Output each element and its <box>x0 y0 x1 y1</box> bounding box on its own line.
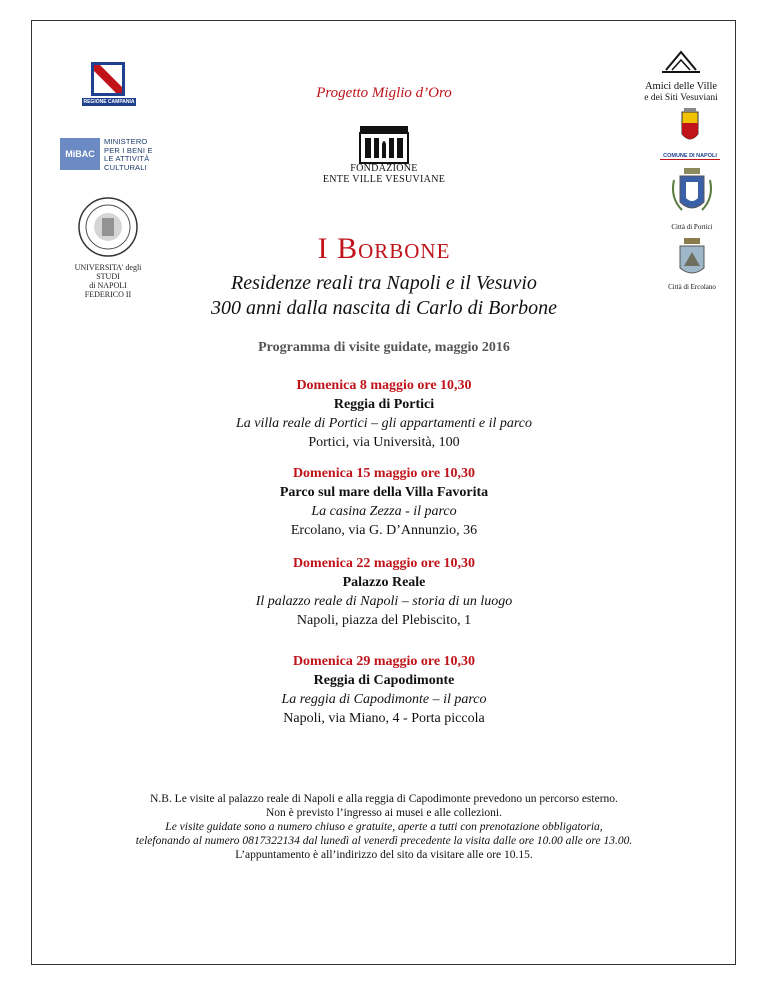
fondazione-building-logo <box>358 124 410 164</box>
subtitle-line2: 300 anni dalla nascita di Carlo di Borbone <box>210 297 558 319</box>
napoli-shield-icon <box>660 108 720 148</box>
event-place: Palazzo Reale <box>342 575 426 590</box>
booking-line: telefonando al numero 0817322134 dal lunedì al venerdì precedente la visita dalle ore 10.00 alle ore 13.00. <box>135 835 633 847</box>
event-address: Napoli, piazza del Plebiscito, 1 <box>296 613 472 628</box>
comune-napoli-logo <box>660 108 720 160</box>
event-address: Ercolano, via G. D’Annunzio, 36 <box>290 523 478 538</box>
event-block <box>0 652 768 728</box>
event-block <box>0 376 768 452</box>
nb-note <box>0 792 768 820</box>
mibac-line: PER I BENI E <box>104 145 153 155</box>
universita-line: UNIVERSITA' degli STUDI <box>74 263 142 281</box>
mibac-line: LE ATTIVITÀ <box>104 154 150 163</box>
nb-line: N.B. Le visite al palazzo reale di Napoli e alla reggia di Capodimonte prevedono un percorso esterno. <box>150 793 618 805</box>
fondazione-line2: ENTE VILLE VESUVIANE <box>322 174 446 185</box>
booking-info <box>0 820 768 862</box>
comune-napoli-label: COMUNE DI NAPOLI <box>660 153 720 160</box>
amici-ville-line2: e dei Siti Vesuviani <box>644 93 718 103</box>
citta-portici-logo <box>662 168 722 230</box>
citta-portici-label: Città di Portici <box>671 223 713 231</box>
fondazione-label <box>0 163 768 185</box>
event-place: Reggia di Portici <box>333 397 435 412</box>
booking-line: Le visite guidate sono a numero chiuso e gratuite, aperte a tutti con prenotazione obbligatoria, <box>165 821 603 833</box>
portici-coat-of-arms-icon <box>662 168 722 218</box>
event-date: Domenica 22 maggio ore 10,30 <box>292 556 476 571</box>
citta-ercolano-label: Città di Ercolano <box>668 283 716 291</box>
event-address: Portici, via Università, 100 <box>308 435 460 450</box>
villa-building-icon <box>358 124 410 164</box>
project-title: Progetto Miglio d’Oro <box>316 85 452 101</box>
event-place: Parco sul mare della Villa Favorita <box>279 485 489 500</box>
amici-ville-line1: Amici delle Ville <box>644 81 718 92</box>
nb-line: Non è previsto l’ingresso ai musei e alle collezioni. <box>265 807 502 819</box>
main-title: I Borbone <box>317 232 451 265</box>
event-date: Domenica 29 maggio ore 10,30 <box>292 654 476 669</box>
event-description: La villa reale di Portici – gli appartamenti e il parco <box>235 416 533 431</box>
subtitle <box>0 271 768 321</box>
amici-ville-logo <box>626 42 736 102</box>
event-block <box>0 554 768 630</box>
event-date: Domenica 8 maggio ore 10,30 <box>296 378 472 393</box>
mibac-line: CULTURALI <box>104 162 147 172</box>
mibac-line: MINISTERO <box>104 137 148 146</box>
event-block <box>0 464 768 540</box>
event-description: La casina Zezza - il parco <box>311 504 457 519</box>
regione-campania-label: REGIONE CAMPANIA <box>83 99 135 105</box>
fondazione-line1: FONDAZIONE <box>350 163 418 174</box>
amici-ville-emblem <box>626 42 736 76</box>
mibac-mark: MiBAC <box>60 138 100 170</box>
event-place: Reggia di Capodimonte <box>313 673 455 688</box>
subtitle-line1: Residenze reali tra Napoli e il Vesuvio <box>231 272 537 294</box>
event-address: Napoli, via Miano, 4 - Porta piccola <box>283 711 485 726</box>
universita-line: FEDERICO II <box>84 290 132 299</box>
event-date: Domenica 15 maggio ore 10,30 <box>292 466 476 481</box>
booking-line: L’appuntamento è all’indirizzo del sito da visitare alle ore 10.15. <box>235 849 533 861</box>
universita-line: di NAPOLI <box>89 281 127 290</box>
program-heading: Programma di visite guidate, maggio 2016 <box>258 340 510 355</box>
event-description: La reggia di Capodimonte – il parco <box>281 692 487 707</box>
event-description: Il palazzo reale di Napoli – storia di un luogo <box>255 594 513 609</box>
